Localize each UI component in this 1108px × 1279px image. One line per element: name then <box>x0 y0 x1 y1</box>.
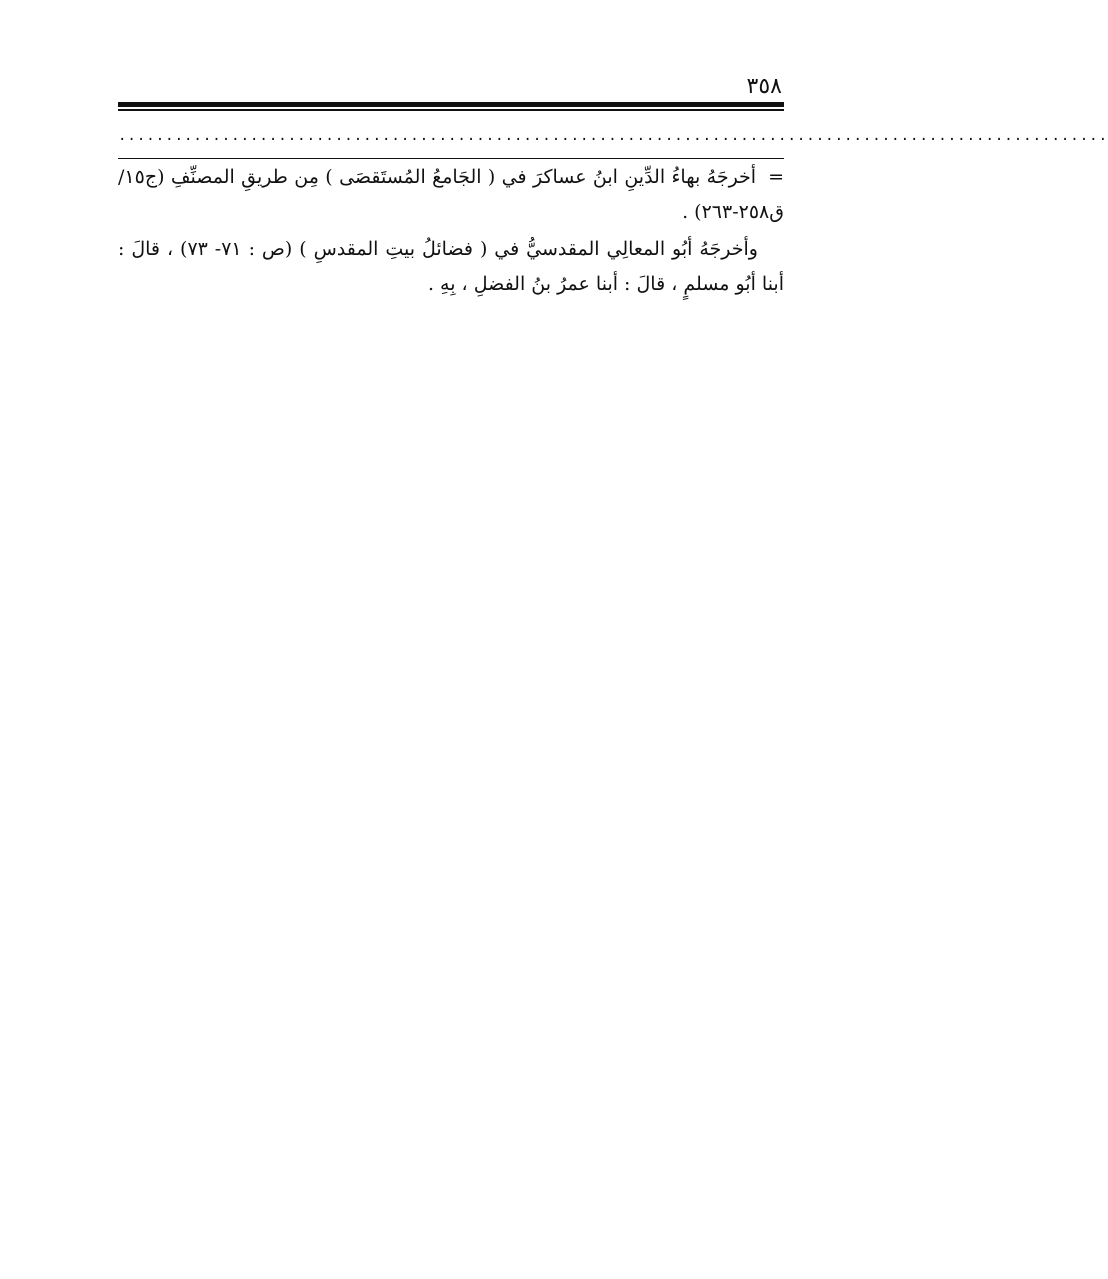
footnote-paragraph-2: وأخرجَهُ أبُو المعالِي المقدسيُّ في ( فضائلُ بيتِ المقدسِ ) (ص : ٧١- ٧٣) ، قالَ : أبنا أبُو مسلمٍ ، قالَ : أبنا عمرُ بنُ الفضلِ ، بِهِ . <box>118 238 784 295</box>
footnote-paragraph-1 <box>118 160 784 230</box>
page-number: ٣٥٨ <box>746 74 782 99</box>
dotted-separator: ......................................................................................................... <box>118 128 1108 144</box>
continuation-mark: = <box>768 166 784 188</box>
footnote-rule <box>118 158 784 159</box>
header-rule-thin <box>118 109 784 111</box>
footnote-text <box>118 160 784 302</box>
header-rule-thick <box>118 102 784 107</box>
footnote-paragraph-1-text: أخرجَهُ بهاءُ الدِّينِ ابنُ عساكرَ في ( الجَامعُ المُستَقصَى ) مِن طريقِ المصنِّفِ (ج١٥/ ق٢٥٨-٢٦٣) . <box>118 166 784 223</box>
